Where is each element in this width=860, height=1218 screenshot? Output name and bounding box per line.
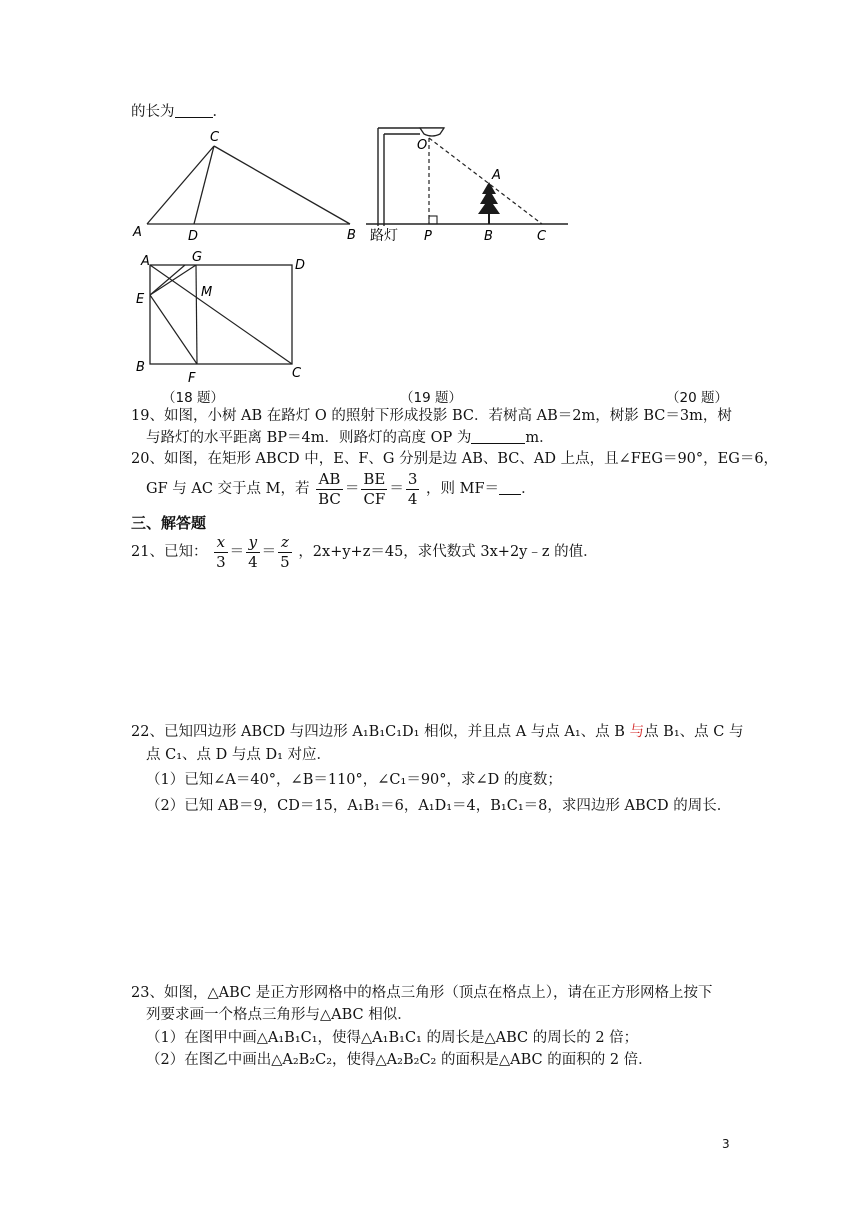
q21-fraction-x-3: $\frac{x}{3}$ xyxy=(216,532,226,571)
q21-suffix: ，2x+y+z＝45，求代数式 3x+2y﹣z 的值． xyxy=(298,544,598,560)
fig18-label-c: C xyxy=(210,130,220,145)
fig20-label-e: E xyxy=(136,292,145,307)
fig19-label-c: C xyxy=(537,229,547,244)
fig19-label-b: B xyxy=(484,229,493,244)
fig20-label-d: D xyxy=(295,258,306,273)
q22-highlight-word: 与 xyxy=(629,724,645,740)
q20-fraction-ab-bc: $\frac{AB}{BC}$ xyxy=(318,469,341,508)
q18-tail-text: 的长为 xyxy=(131,104,175,120)
q20-fraction-3-4: $\frac{3}{4}$ xyxy=(407,469,418,508)
fig19-tree xyxy=(478,182,500,214)
q21-fraction-y-4: $\frac{y}{4}$ xyxy=(248,532,258,571)
figure-19 xyxy=(362,122,572,247)
fig20-label-m: M xyxy=(201,285,213,300)
q18-tail: 的长为 ． xyxy=(131,104,227,120)
caption-18: （18 题） xyxy=(162,390,224,406)
q19-line2-text: 与路灯的水平距离 BP＝4m．则路灯的高度 OP 为 xyxy=(146,430,472,446)
fig18-cb xyxy=(214,146,350,224)
q20-fraction-be-cf: $\frac{BE}{CF}$ xyxy=(363,469,386,508)
q23-line1: 23、如图，△ABC 是正方形网格中的格点三角形（顶点在格点上），请在正方形网格上按下 xyxy=(131,985,713,1001)
fig20-ac xyxy=(150,265,292,364)
fig18-label-d: D xyxy=(188,229,199,244)
fig20-label-a: A xyxy=(141,254,150,269)
q20-line2-text: GF 与 AC 交于点 M，若 xyxy=(146,481,310,497)
q23-part2: （2）在图乙中画出△A₂B₂C₂，使得△A₂B₂C₂ 的面积是△ABC 的面积的 2 倍． xyxy=(146,1052,653,1068)
caption-19: （19 题） xyxy=(400,390,462,406)
fig20-label-g: G xyxy=(192,250,203,265)
q20-line1: 20、如图，在矩形 ABCD 中，E、F、G 分别是边 AB、BC、AD 上点，且∠FEG＝90°，EG＝6， xyxy=(131,451,779,467)
q22-line1: 22、已知四边形 ABCD 与四边形 A₁B₁C₁D₁ 相似，并且点 A 与点 A₁、点 B 与点 B₁、点 C 与 xyxy=(131,724,744,740)
fig19-label-o: O xyxy=(417,138,428,153)
fig20-label-f: F xyxy=(188,371,196,386)
q18-answer-blank xyxy=(175,103,213,118)
q22-line2: 点 C₁、点 D 与点 D₁ 对应． xyxy=(146,747,332,763)
fig19-label-a: A xyxy=(492,168,501,183)
page-number: 3 xyxy=(722,1137,730,1151)
section-heading-answers: 三、解答题 xyxy=(131,514,207,532)
fig20-ed xyxy=(150,265,185,295)
fig19-label-lamp: 路灯 xyxy=(370,228,398,244)
q20-answer-blank xyxy=(499,480,521,495)
q23-line2: 列要求画一个格点三角形与△ABC 相似． xyxy=(146,1007,412,1023)
fig19-lamp-head xyxy=(420,128,444,136)
q21-prefix: 21、已知： xyxy=(131,544,208,560)
fig20-gf xyxy=(196,265,197,364)
figure-18 xyxy=(125,126,365,244)
fig19-right-angle xyxy=(429,216,437,224)
q19-answer-blank xyxy=(471,429,525,444)
q20-line2-ask: ，则 MF＝ xyxy=(426,481,500,497)
q22-part2: （2）已知 AB＝9，CD＝15，A₁B₁＝6，A₁D₁＝4，B₁C₁＝8，求四边形 ABCD 的周长． xyxy=(146,798,732,814)
fig20-label-c: C xyxy=(292,366,302,381)
q23-part1: （1）在图甲中画△A₁B₁C₁，使得△A₁B₁C₁ 的周长是△ABC 的周长的 2 倍； xyxy=(146,1030,639,1046)
q22-part1: （1）已知∠A＝40°，∠B＝110°，∠C₁＝90°，求∠D 的度数； xyxy=(146,772,562,788)
q21-line: 21、已知： $\frac{x}{3}$ ＝ $\frac{y}{4}$ ＝ $\frac{z}{5}$ ，2x+y+z＝45，求代数式 3x+2y﹣z 的值． xyxy=(131,532,598,571)
fig19-label-p: P xyxy=(424,229,432,244)
caption-20: （20 题） xyxy=(666,390,728,406)
fig20-label-b: B xyxy=(136,360,145,375)
q19-line2 xyxy=(146,428,554,448)
q21-fraction-z-5: $\frac{z}{5}$ xyxy=(280,532,290,571)
q19-line1: 19、如图，小树 AB 在路灯 O 的照射下形成投影 BC．若树高 AB＝2m，树影 BC＝3m，树 xyxy=(131,408,732,424)
q20-line2: GF 与 AC 交于点 M，若 $\frac{AB}{BC}$ ＝ $\frac{BE}{CF}$ ＝ $\frac{3}{4}$ ，则 MF＝ ． xyxy=(146,469,536,508)
fig18-label-b: B xyxy=(347,228,356,243)
fig18-label-a: A xyxy=(133,225,142,240)
fig20-ef xyxy=(150,295,197,364)
q19-unit: m． xyxy=(525,430,554,446)
figure-20 xyxy=(130,247,320,387)
